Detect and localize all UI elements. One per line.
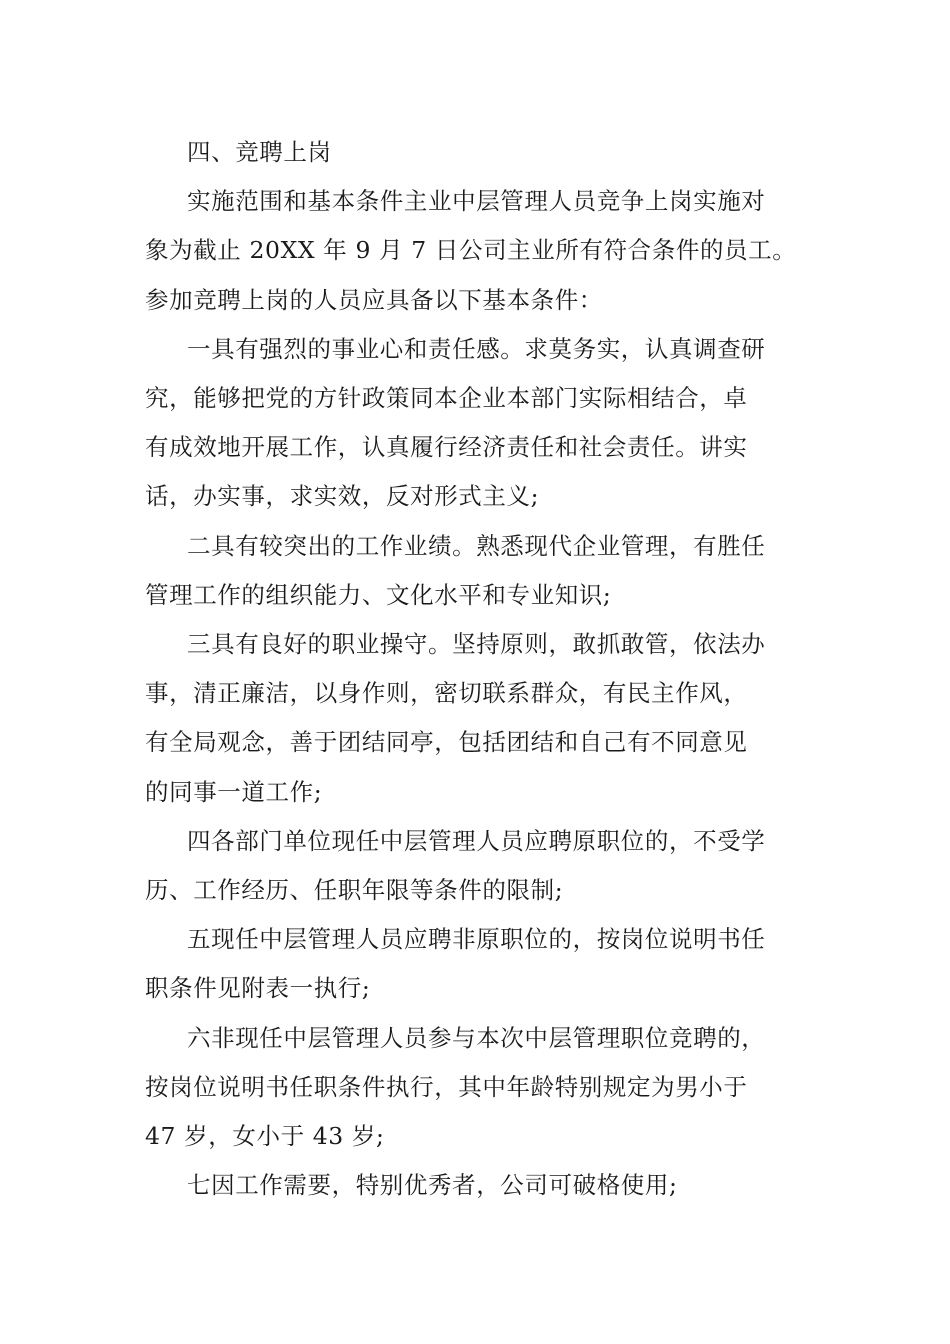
document-body <box>145 128 835 1210</box>
paragraph-line: 一具有强烈的事业心和责任感。求莫务实，认真调查研 <box>187 334 766 363</box>
paragraph-line: 四各部门单位现任中层管理人员应聘原职位的，不受学 <box>187 826 766 855</box>
paragraph-condition-2 <box>145 522 835 620</box>
paragraph-condition-7 <box>145 1161 835 1210</box>
paragraph-line: 六非现任中层管理人员参与本次中层管理职位竞聘的， <box>187 1023 766 1052</box>
section-heading <box>145 128 835 177</box>
paragraph-line: 究，能够把党的方针政策同本企业本部门实际相结合，卓 <box>145 384 748 413</box>
paragraph-condition-6 <box>145 1014 835 1162</box>
paragraph-line: 七因工作需要，特别优秀者，公司可破格使用; <box>187 1171 678 1200</box>
paragraph-line: 二具有较突出的工作业绩。熟悉现代企业管理，有胜任 <box>187 531 766 560</box>
paragraph-line: 职条件见附表一执行; <box>145 974 371 1003</box>
section-heading-text: 四、竞聘上岗 <box>187 138 332 166</box>
paragraph-line: 象为截止 20XX 年 9 月 7 日公司主业所有符合条件的员工。 <box>145 236 797 265</box>
paragraph-line: 历、工作经历、任职年限等条件的限制; <box>145 876 564 905</box>
paragraph-line: 管理工作的组织能力、文化水平和专业知识; <box>145 580 612 609</box>
paragraph-line: 三具有良好的职业操守。坚持原则，敢抓敢管，依法办 <box>187 630 766 659</box>
paragraph-line: 事，清正廉洁，以身作则，密切联系群众，有民主作风， <box>145 679 748 708</box>
paragraph-line: 实施范围和基本条件主业中层管理人员竞争上岗实施对 <box>187 187 766 216</box>
paragraph-condition-1 <box>145 325 835 522</box>
paragraph-line: 的同事一道工作; <box>145 777 323 806</box>
paragraph-line: 话，办实事，求实效，反对形式主义; <box>145 482 540 511</box>
paragraph-line: 参加竞聘上岗的人员应具备以下基本条件： <box>145 285 603 314</box>
paragraph-line: 有成效地开展工作，认真履行经济责任和社会责任。讲实 <box>145 433 748 462</box>
paragraph-line: 47 岁，女小于 43 岁; <box>145 1122 385 1151</box>
paragraph-line: 五现任中层管理人员应聘非原职位的，按岗位说明书任 <box>187 925 766 954</box>
paragraph-line: 有全局观念，善于团结同亭，包括团结和自己有不同意见 <box>145 728 748 757</box>
paragraph-condition-4 <box>145 817 835 915</box>
paragraph-condition-3 <box>145 620 835 817</box>
paragraph-line: 按岗位说明书任职条件执行，其中年龄特别规定为男小于 <box>145 1072 748 1101</box>
paragraph-condition-5 <box>145 915 835 1013</box>
paragraph-scope <box>145 177 835 325</box>
